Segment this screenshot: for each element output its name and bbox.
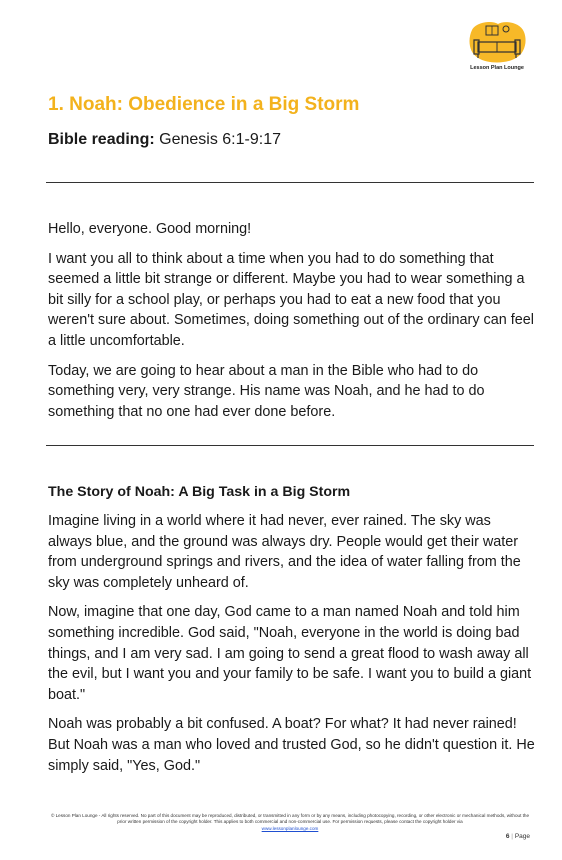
sofa-icon [466,20,528,66]
bible-reading-label: Bible reading: [48,131,155,148]
divider-top [46,182,534,183]
page-separator: | [511,833,513,840]
story-heading: The Story of Noah: A Big Task in a Big Storm [48,484,351,500]
lesson-plan-lounge-logo [466,20,528,76]
copyright-text: © Lesson Plan Lounge - All rights reserved. No part of this document may be reproduced, distributed, or transmitted in any form or by any means, including photocopying, recording, or other electronic or mechanical methods, without the prior written permission of the copyright holder. This applies to both commercial and non-commercial use. For permission requests, please contact the copyright holder via [50,813,530,825]
divider-middle [46,445,534,446]
story-paragraph: Imagine living in a world where it had never, ever rained. The sky was always blue, and the ground was always dry. People would get their water from underground springs and rivers, and the idea of water falling from the sky was completely unheard of. [48,513,521,591]
copyright-footer [50,813,530,832]
intro-paragraph: Hello, everyone. Good morning! [48,221,252,237]
intro-paragraph: Today, we are going to hear about a man in the Bible who had to do something very, very strange. His name was Noah, and he had to do something that no one had ever done before. [48,362,485,420]
page-number-value: 6 [505,833,510,840]
story-paragraph: Noah was probably a bit confused. A boat? For what? It had never rained! But Noah was a man who loved and trusted God, so he didn't question it. He simply said, "Yes, God." [48,716,535,774]
story-section [48,511,538,785]
intro-paragraph: I want you all to think about a time when you had to do something that seemed a little bit strange or different. Maybe you had to wear something a bit silly for a school play, or perhaps you had to eat a new food that you weren't sure about. Sometimes, doing something out of the ordinary can feel a little uncomfortable. [48,250,534,349]
intro-section [48,219,538,431]
story-paragraph: Now, imagine that one day, God came to a man named Noah and told him something incredible. God said, "Noah, everyone in the world is doing bad things, and I am very sad. I am going to send a great flood to wash away all the evil, but I want you and your family to be safe. I want you to build a giant boat." [48,604,532,703]
lesson-title: 1. Noah: Obedience in a Big Storm [48,94,360,115]
page-number [506,833,530,840]
bible-reading-value: Genesis 6:1-9:17 [159,131,281,148]
page-label: Page [514,833,530,840]
bible-reading [48,131,281,149]
website-link[interactable]: www.lessonplanlounge.com [261,825,319,831]
logo-text: Lesson Plan Lounge [470,65,524,71]
